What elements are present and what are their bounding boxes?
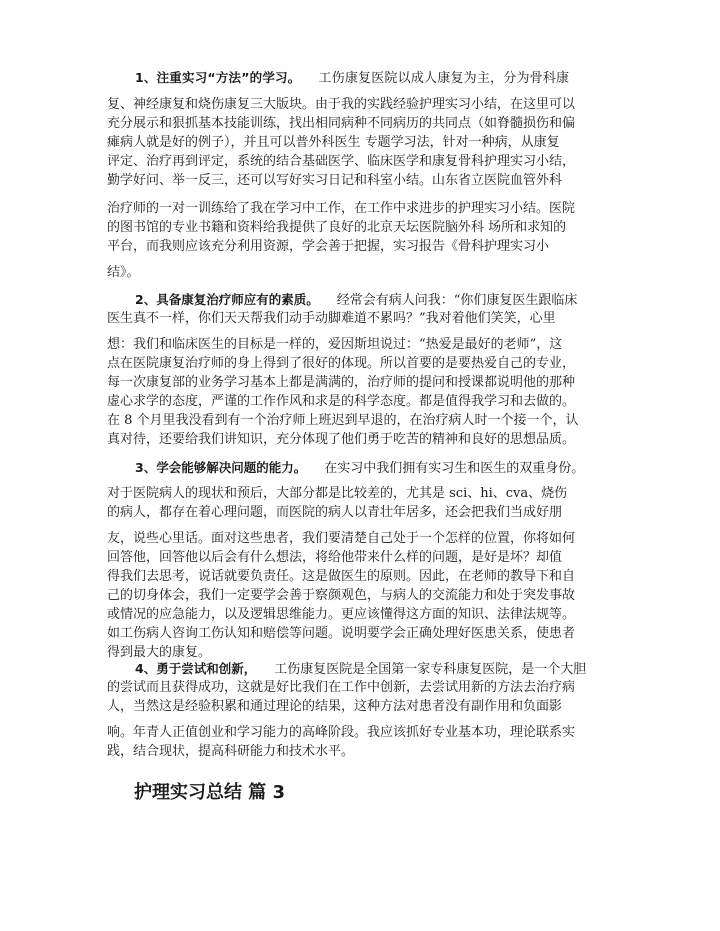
paragraph-line: 己的切身体会，我们一定要学会善于察颜观色，与病人的交流能力和处于突发事故 bbox=[107, 588, 576, 603]
paragraph-line: 真对待，还要给我们讲知识，充分体现了他们勇于吃苦的精神和良好的思想品质。 bbox=[107, 432, 576, 447]
paragraph-line: 或情况的应急能力，以及逻辑思维能力。更应该懂得这方面的知识、法律法规等。 bbox=[107, 607, 576, 622]
section-heading: 3、学会能够解决问题的能力。 bbox=[135, 460, 307, 475]
paragraph-line: 的尝试而且获得成功，这就是好比我们在工作中创新，去尝试用新的方法去治疗病 bbox=[107, 680, 576, 695]
paragraph-line: 勤学好问、举一反三，还可以写好实习日记和科室小结。山东省立医院血管外科 bbox=[107, 173, 563, 188]
paragraph-line: 复、神经康复和烧伤康复三大版块。由于我的实践经验护理实习小结，在这里可以 bbox=[107, 97, 576, 112]
paragraph-line: 的图书馆的专业书籍和资料给我提供了良好的北京天坛医院脑外科 场所和求知的 bbox=[107, 220, 567, 235]
paragraph-line: 的病人，都存在着心理问题，而医院的病人以青壮年居多，还会把我们当成好朋 bbox=[107, 505, 563, 520]
section-4 bbox=[107, 661, 615, 760]
paragraph-line: 瘫病人就是好的例子），并且可以普外科医生 专题学习法，针对一种病，从康复 bbox=[107, 135, 560, 150]
paragraph-line: 医生真不一样，你们天天帮我们动手动脚难道不累吗？”我对着他们笑笑，心里 bbox=[107, 311, 556, 326]
paragraph-line bbox=[107, 460, 615, 476]
paragraph-line: 如工伤病人咨询工伤认知和赔偿等问题。说明要学会正确处理好医患关系，使患者 bbox=[107, 626, 576, 641]
section-heading: 2、具备康复治疗师应有的素质。 bbox=[135, 292, 319, 307]
section-1 bbox=[107, 70, 615, 281]
paragraph-text: 工伤康复医院是全国第一家专科康复医院，是一个大胆 bbox=[274, 662, 587, 677]
page-title: 护理实习总结 篇 3 bbox=[134, 782, 286, 803]
paragraph-line: 评定、治疗再到评定，系统的结合基础医学、临床医学和康复骨科护理实习小结， bbox=[107, 154, 576, 169]
paragraph-line: 回答他，回答他以后会有什么想法，将给他带来什么样的问题，是好是坏？却值 bbox=[107, 550, 563, 565]
paragraph-line: 在 8 个月里我没看到有一个治疗师上班迟到早退的，在治疗病人时一个接一个，认 bbox=[107, 413, 579, 428]
paragraph-line: 人，当然这是经验积累和通过理论的结果，这种方法对患者没有副作用和负面影 bbox=[107, 699, 563, 714]
paragraph-line bbox=[107, 661, 615, 677]
paragraph-line bbox=[107, 70, 615, 86]
paragraph-line: 治疗师的一对一训练给了我在学习中工作，在工作中求进步的护理实习小结。医院 bbox=[107, 201, 576, 216]
paragraph-line: 得我们去思考，说话就要负责任。这是做医生的原则。因此，在老师的教导下和自 bbox=[107, 569, 576, 584]
section-2 bbox=[107, 292, 615, 448]
paragraph-line: 每一次康复部的业务学习基本上都是满满的，治疗师的提问和授课都说明他的那种 bbox=[107, 375, 576, 390]
paragraph-line: 虚心求学的态度，严谨的工作作风和求是的科学态度。都是值得我学习和去做的。 bbox=[107, 394, 576, 409]
paragraph-line: 想：我们和临床医生的目标是一样的，爱因斯坦说过：“热爱是最好的老师”，这 bbox=[107, 337, 563, 352]
paragraph-line: 响。年青人正值创业和学习能力的高峰阶段。我应该抓好专业基本功，理论联系实 bbox=[107, 725, 576, 740]
section-heading: 1、注重实习“方法”的学习。 bbox=[135, 70, 301, 85]
paragraph-line: 点在医院康复治疗师的身上得到了很好的体现。所以首要的是要热爱自己的专业， bbox=[107, 356, 576, 371]
paragraph-text: 工伤康复医院以成人康复为主，分为骨科康 bbox=[318, 71, 570, 86]
paragraph-text: 经常会有病人问我：“你们康复医生跟临床 bbox=[336, 293, 578, 308]
paragraph-line: 得到最大的康复。 bbox=[107, 645, 212, 660]
paragraph-line: 践，结合现状，提高科研能力和技术水平。 bbox=[107, 744, 355, 759]
paragraph-line bbox=[107, 292, 615, 308]
paragraph-line: 充分展示和狠抓基本技能训练，找出相同病种不同病历的共同点（如脊髓损伤和偏 bbox=[107, 116, 576, 131]
paragraph-text: 在实习中我们拥有实习生和医生的双重身份。 bbox=[324, 461, 585, 476]
section-3 bbox=[107, 460, 615, 661]
section-heading: 4、勇于尝试和创新， bbox=[135, 661, 257, 676]
paragraph-line: 平台，而我则应该充分利用资源，学会善于把握，实习报告《骨科护理实习小 bbox=[107, 239, 550, 254]
paragraph-line: 结》。 bbox=[107, 265, 140, 280]
paragraph-line: 对于医院病人的现状和预后，大部分都是比较差的，尤其是 sci、hi、cva、烧伤 bbox=[107, 486, 568, 501]
paragraph-line: 友，说些心里话。面对这些患者，我们要清楚自己处于一个怎样的位置，你将如何 bbox=[107, 531, 576, 546]
